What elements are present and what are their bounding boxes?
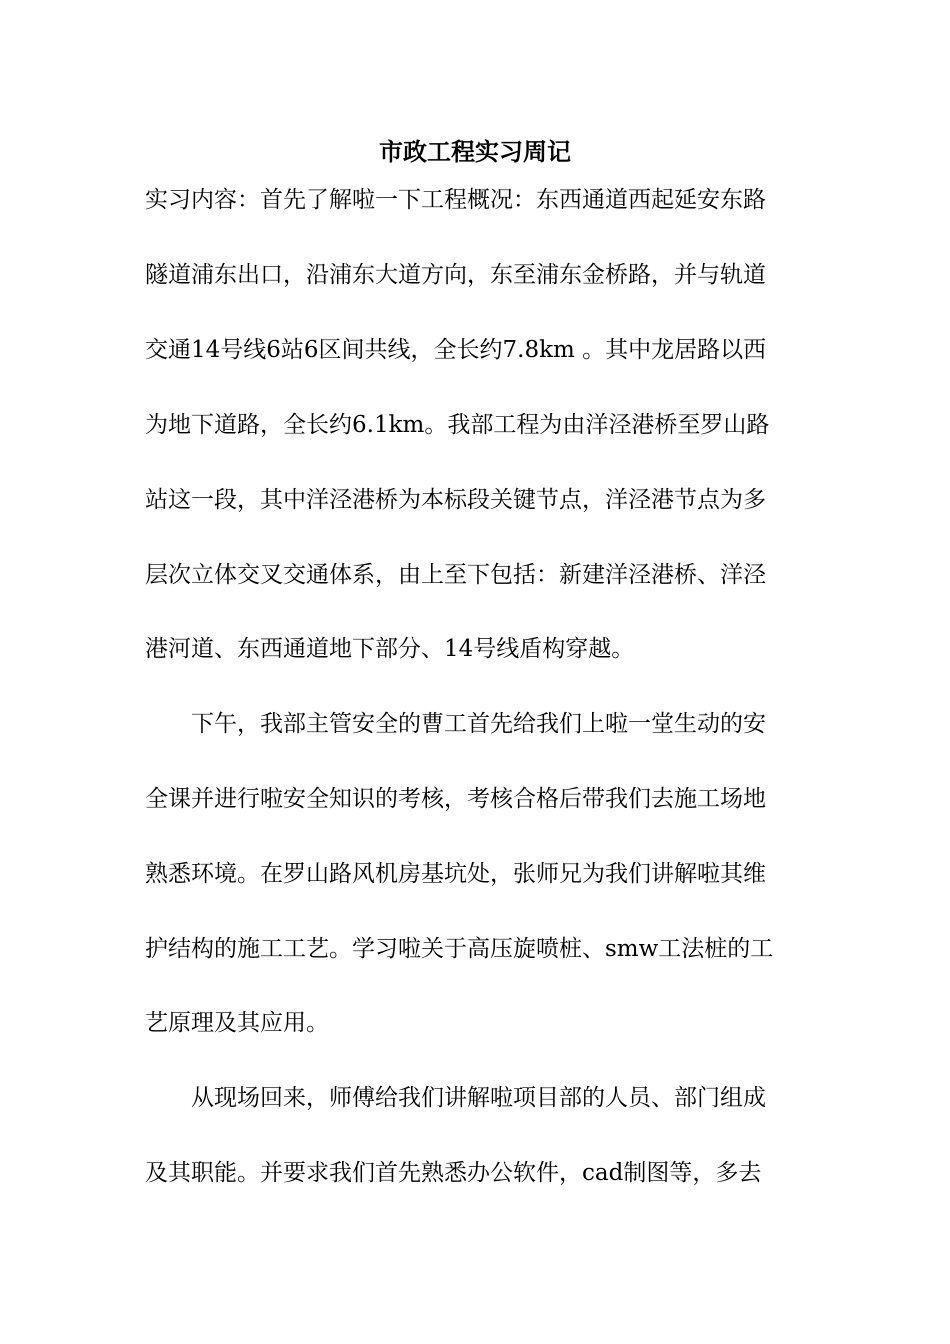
- text-line: 从现场回来，师傅给我们讲解啦项目部的人员、部门组成: [145, 1085, 766, 1111]
- text-line: 下午，我部主管安全的曹工首先给我们上啦一堂生动的安: [145, 711, 766, 737]
- text-line: 层次立体交叉交通体系，由上至下包括：新建洋泾港桥、洋泾: [145, 562, 766, 588]
- text-line: 站这一段，其中洋泾港桥为本标段关键节点，洋泾港节点为多: [145, 487, 766, 513]
- text-line: 隧道浦东出口，沿浦东大道方向，东至浦东金桥路，并与轨道: [145, 262, 766, 288]
- document-title: 市政工程实习周记: [379, 137, 571, 166]
- text-line: 艺原理及其应用。: [145, 1010, 329, 1036]
- text-line: 为地下道路，全长约6.1km。我部工程为由洋泾港桥至罗山路: [145, 412, 770, 438]
- text-line: 护结构的施工工艺。学习啦关于高压旋喷桩、smw工法桩的工: [145, 936, 774, 962]
- text-line: 实习内容：首先了解啦一下工程概况：东西通道西起延安东路: [145, 187, 766, 213]
- text-line: 熟悉环境。在罗山路风机房基坑处，张师兄为我们讲解啦其维: [145, 861, 766, 887]
- text-line: 港河道、东西通道地下部分、14号线盾构穿越。: [145, 636, 635, 662]
- text-line: 交通14号线6站6区间共线，全长约7.8km 。其中龙居路以西: [145, 337, 767, 363]
- text-line: 全课并进行啦安全知识的考核，考核合格后带我们去施工场地: [145, 786, 766, 812]
- text-line: 及其职能。并要求我们首先熟悉办公软件，cad制图等，多去: [145, 1160, 762, 1186]
